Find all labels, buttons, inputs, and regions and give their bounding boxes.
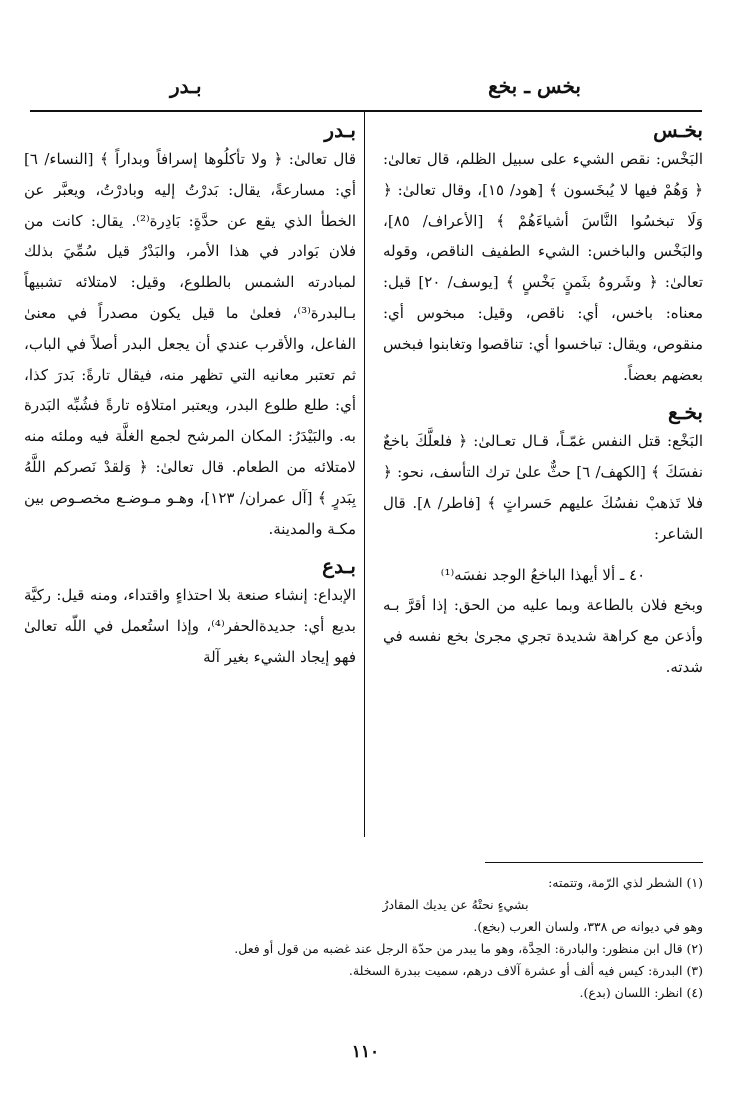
footnote-1: (١) الشطر لذي الرّمة، وتتمته: [548,875,703,890]
footnotes [28,872,703,1004]
entry-heading-bakhs: بخـس [653,118,703,142]
footnote-1-source: وهو في ديوانه ص ٣٣٨، ولسان العرب (بخع). [473,919,703,934]
header-rule [30,110,702,112]
footnote-1-verse: بشيءٍ نحتْهُ عن يديك المقادرُ [382,897,529,912]
footnote-3: (٣) البدرة: كيس فيه ألف أو عشرة آلاف درهم، سميت ببدرة السخلة. [348,963,703,978]
entry-body-bada: الإبداع: إنشاء صنعة بلا احتذاءٍ واقتداء، ومنه قيل: ركيَّة بديع أي: جديدةالحفر⁽⁴⁾، وإذا استُعمل في اللّه تعالىٰ فهو إيجاد الشيء بغير آلة [24,586,356,666]
entry-heading-bakha: بخـع [668,400,703,425]
page-number: ١١٠ [351,1042,380,1062]
poem-verse: ٤٠ ـ ألا أيهذا الباخعُ الوجد نفسَه⁽¹⁾ [440,565,646,584]
running-title-left: بـدر [170,74,202,98]
footnote-2: (٢) قال ابن منظور: والبادرة: الحِدَّة، وهو ما يبدر من حدّة الرجل عند غضبه من قول أو فعل. [234,941,703,956]
entry-body-badr: قال تعالىٰ: ﴿ ولا تأكلُوها إسرافاً وبداراً ﴾ [النساء/ ٦] أي: مسارعةً، يقال: بَدرْتُ إليه وبادرْتُ، ويعبَّر عن الخطأ الذي يقع عن حدَّةٍ: بَادِرة⁽²⁾. يقال: كانت من فلان بَوادر في هذا الأمر، والبَدْرُ قيل سُمِّيَ بذلك لمبادرته الشمس بالطلوع، وقيل: لامتلائه تشبيهاً بـالبدرة⁽³⁾، فعلىٰ ما قيل يكون مصدراً في معنىٰ الفاعل، والأقرب عندي أن يجعل البدر أصلاً في الباب، ثم تعتبر معانيه التي تظهر منه، فيقال تارةً: بَدرَ كذا، أي: طلع طلوع البدر، ويعتبر امتلاؤه تارةً فشُبِّه البَدرة به. والبَيْدَرُ: المكان المرشح لجمع الغلَّة فيه وملئه منه لامتلائه من الطعام. قال تعالىٰ: ﴿ وَلقدْ نَصركم اللَّهُ بِبَدرٍ ﴾ [آل عمران/ ١٢٣]، وهـو مـوضـع مخصـوص بين مكـة والمدينة. [24,150,357,538]
running-title-right: بخس ـ بخع [488,74,581,98]
column-divider [364,112,365,837]
entry-body-bakhs: البَخْس: نقص الشيء على سبيل الظلم، قال تعالىٰ: ﴿ وَهُمْ فيها لا يُبخَسون ﴾ [هود/ ١٥]، وقال تعالىٰ: ﴿ وَلَا تبخسُوا النَّاسَ أشياءَهُمْ ﴾ [الأعراف/ ٨٥]، والبَخْس والباخس: الشيء الطفيف الناقص، وقوله تعالىٰ: ﴿ وشَروهُ بثَمنٍ بَخْسٍ ﴾ [يوسف/ ٢٠] قيل: معناه: باخس، أي: ناقص، وقيل: مبخوس أي: منقوص، ويقال: تباخسوا أي: تناقصوا وتغابنوا فبخس بعضهم بعضاً. [383,150,704,384]
entry-body-bakha-continued: وبخع فلان بالطاعة وبما عليه من الحق: إذا أقرَّ بـه وأذعن مع كراهة شديدة تجري مجرىٰ بخع نفسه في شدته. [383,596,703,676]
left-column [24,118,356,683]
entry-heading-bada: بـدع [322,554,356,579]
entry-heading-badr: بـدر [324,118,356,142]
footnote-4: (٤) انظر: اللسان (بدع). [579,985,703,1000]
right-column [383,118,703,693]
footnote-rule [485,862,703,863]
entry-body-bakha: البَخْع: قتل النفس غمّـاً، قـال تعـالىٰ: ﴿ فلعلَّكَ باخعٌ نفسَكَ ﴾ [الكهف/ ٦] حثٌّ علىٰ ترك التأسف، نحو: ﴿ فلا تَذهبْ نفسُكَ عليهم حَسراتٍ ﴾ [فاطر/ ٨]. قال الشاعر: [383,432,703,543]
